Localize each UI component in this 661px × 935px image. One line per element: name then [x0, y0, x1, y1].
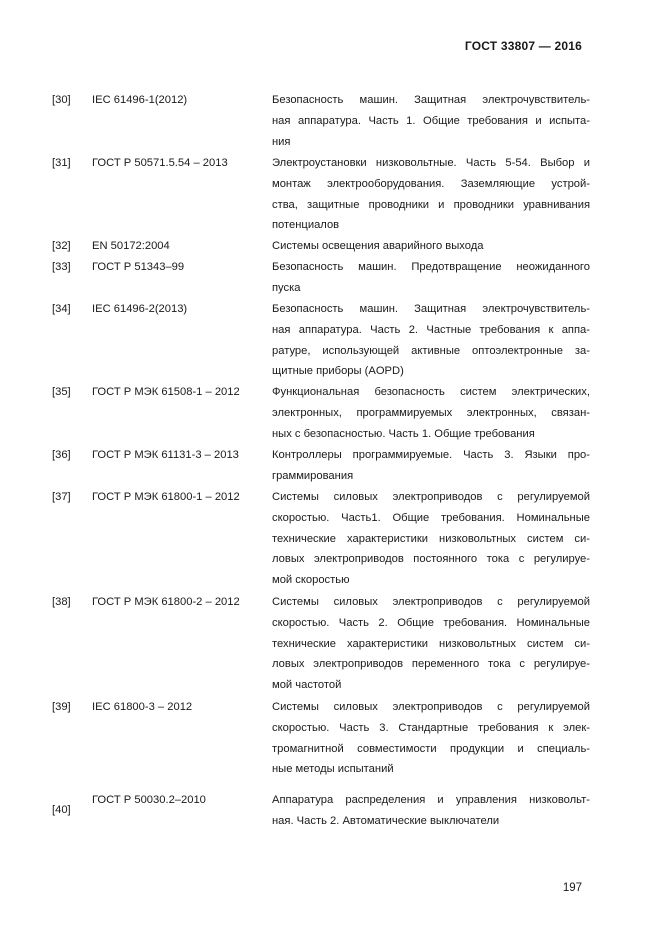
reference-number: [34]: [52, 303, 71, 315]
reference-title-line: технические характеристики низковольтных систем си-: [272, 532, 590, 545]
reference-title-line: Аппаратура распределения и управления низковольт-: [272, 794, 590, 806]
reference-number: [32]: [52, 240, 71, 252]
reference-title: [272, 257, 590, 299]
reference-title-line: Системы освещения аварийного выхода: [272, 240, 484, 252]
reference-standard: ГОСТ Р МЭК 61131-3 – 2013: [92, 449, 239, 461]
reference-number: [31]: [52, 157, 71, 169]
page-number: 197: [562, 882, 582, 894]
reference-number: [39]: [52, 701, 71, 713]
reference-title-line: ства, защитные проводники и проводники уравнивания: [272, 198, 590, 211]
reference-title-line: граммирования: [272, 469, 354, 482]
reference-title-line: ная аппаратура. Часть 1. Общие требования и испыта-: [272, 114, 590, 127]
reference-number: [30]: [52, 94, 71, 106]
reference-title: [272, 592, 590, 696]
reference-title-line: Контроллеры программируемые. Часть 3. Языки про-: [272, 449, 590, 461]
reference-title-line: Безопасность машин. Защитная электрочувствитель-: [272, 303, 590, 315]
reference-title-line: скоростью. Часть1. Общие требования. Номинальные: [272, 511, 590, 524]
reference-number: [36]: [52, 449, 71, 461]
reference-title-line: мой скоростью: [272, 574, 350, 587]
reference-title-line: ратуре, использующей активные оптоэлектронные за-: [272, 344, 590, 357]
reference-standard: ГОСТ Р 50030.2–2010: [92, 794, 206, 806]
reference-standard: ГОСТ Р МЭК 61508-1 – 2012: [92, 386, 240, 398]
reference-title: [272, 90, 590, 152]
reference-title: [272, 445, 590, 487]
reference-title-line: ния: [272, 135, 291, 148]
reference-number: [37]: [52, 491, 71, 503]
reference-title-line: электронных, программируемых электронных, связан-: [272, 406, 590, 419]
reference-number: [33]: [52, 261, 71, 273]
reference-title-line: мой частотой: [272, 679, 342, 692]
reference-standard: ГОСТ Р МЭК 61800-2 – 2012: [92, 596, 240, 608]
reference-title-line: ные методы испытаний: [272, 763, 394, 776]
reference-title-line: технические характеристики низковольтных систем си-: [272, 637, 590, 650]
reference-title-line: пуска: [272, 281, 301, 294]
reference-standard: IEC 61496-1(2012): [92, 94, 188, 106]
page-header: ГОСТ 33807 — 2016: [464, 39, 582, 53]
reference-number: [40]: [52, 804, 71, 816]
reference-title-line: ная. Часть 2. Автоматические выключатели: [272, 814, 500, 827]
reference-title-line: щитные приборы (AOPD): [272, 365, 404, 378]
reference-title-line: Системы силовых электроприводов с регулируемой: [272, 596, 590, 608]
reference-title: [272, 697, 590, 780]
reference-standard: IEC 61800-3 – 2012: [92, 701, 193, 713]
reference-title: [272, 790, 590, 832]
reference-standard: EN 50172:2004: [92, 240, 170, 252]
reference-standard: IEC 61496-2(2013): [92, 303, 188, 315]
reference-title-line: ная аппаратура. Часть 2. Частные требования к аппа-: [272, 323, 590, 336]
reference-title-line: ловых электроприводов постоянного тока с регулируе-: [272, 553, 590, 566]
reference-title-line: Электроустановки низковольтные. Часть 5-54. Выбор и: [272, 157, 590, 169]
reference-title: [272, 487, 590, 591]
reference-number: [38]: [52, 596, 71, 608]
reference-title-line: Системы силовых электроприводов с регулируемой: [272, 701, 590, 713]
reference-title-line: Безопасность машин. Защитная электрочувствитель-: [272, 94, 590, 106]
reference-title-line: монтаж электрооборудования. Заземляющие устрой-: [272, 177, 590, 190]
reference-title-line: скоростью. Часть 2. Общие требования. Номинальные: [272, 616, 590, 629]
reference-title-line: скоростью. Часть 3. Стандартные требования к элек-: [272, 721, 590, 734]
reference-standard: ГОСТ Р 50571.5.54 – 2013: [92, 157, 228, 169]
reference-title-line: Функциональная безопасность систем электрических,: [272, 386, 590, 398]
reference-title-line: потенциалов: [272, 219, 340, 232]
reference-title-line: ловых электроприводов переменного тока с регулируе-: [272, 658, 590, 671]
reference-title-line: Системы силовых электроприводов с регулируемой: [272, 491, 590, 503]
reference-title: [272, 153, 590, 236]
reference-number: [35]: [52, 386, 71, 398]
reference-title: [272, 236, 590, 257]
reference-title: [272, 299, 590, 382]
reference-standard: ГОСТ Р 51343–99: [92, 261, 185, 273]
reference-title-line: тромагнитной совместимости продукции и специаль-: [272, 742, 590, 755]
reference-title-line: ных с безопасностью. Часть 1. Общие требования: [272, 427, 535, 440]
reference-standard: ГОСТ Р МЭК 61800-1 – 2012: [92, 491, 240, 503]
reference-title: [272, 382, 590, 444]
reference-title-line: Безопасность машин. Предотвращение неожиданного: [272, 261, 590, 273]
